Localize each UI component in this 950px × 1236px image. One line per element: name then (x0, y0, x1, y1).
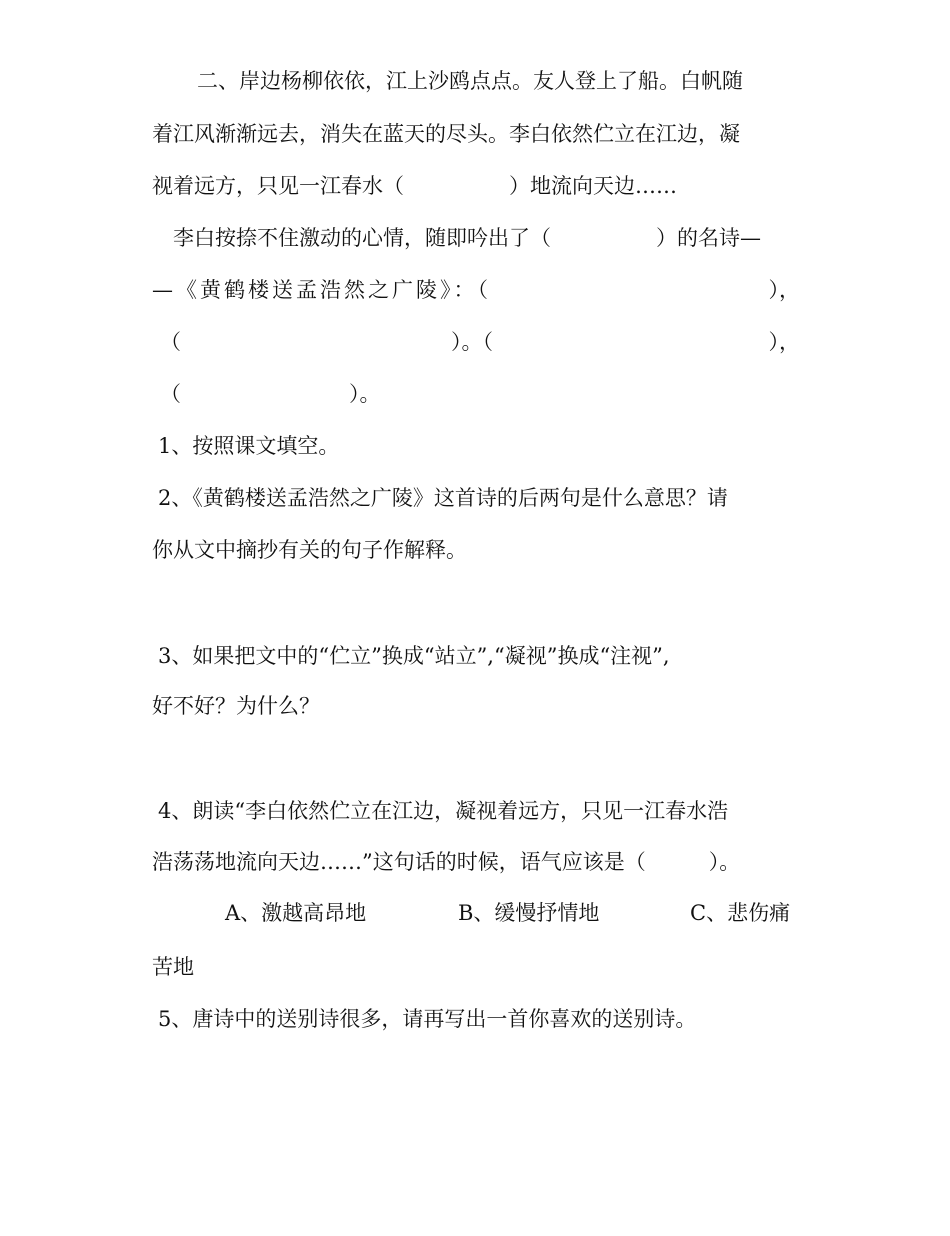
blank-close-3: ）， (768, 330, 800, 354)
option-c-wrap: 苦地 (152, 955, 194, 979)
question-2-line-2: 你从文中摘抄有关的句子作解释。 (152, 538, 467, 562)
blank-separator: ）。（ (451, 330, 493, 354)
blank-open-2: （ (160, 330, 181, 354)
question-1: 1、按照课文填空。 (158, 434, 340, 458)
question-4-line-2: 浩荡荡地流向天边……”这句话的时候，语气应该是（ ）。 (152, 850, 741, 874)
passage-line-4: 李白按捺不住激动的心情，随即吟出了（ ）的名诗— (173, 226, 761, 250)
poem-title-line (152, 276, 800, 304)
poem-blanks-line (160, 328, 800, 356)
question-4-line-1: 4、朗读“李白依然伫立在江边，凝视着远方，只见一江春水浩 (158, 799, 729, 823)
option-c: C、悲伤痛 (690, 901, 791, 925)
poem-title: —《黄鹤楼送孟浩然之广陵》：（ (152, 278, 491, 302)
passage-line-3: 视着远方，只见一江春水（ ）地流向天边…… (152, 174, 677, 198)
blank-close-1: ）， (768, 278, 800, 302)
option-a: A、激越高昂地 (225, 901, 367, 925)
question-3-line-1: 3、如果把文中的“伫立”换成“站立”,“凝视”换成“注视”, (158, 644, 670, 668)
question-3-line-2: 好不好？为什么？ (152, 694, 320, 718)
question-2-line-1: 2、《黄鹤楼送孟浩然之广陵》这首诗的后两句是什么意思？请 (158, 486, 728, 510)
passage-line-1: 二、岸边杨柳依依，江上沙鸥点点。友人登上了船。白帆随 (197, 69, 743, 93)
passage-line-2: 着江风渐渐远去，消失在蓝天的尽头。李白依然伫立在江边，凝 (152, 122, 740, 146)
option-b: B、缓慢抒情地 (458, 901, 600, 925)
poem-blank-last: （ ）。 (160, 382, 381, 406)
question-5: 5、唐诗中的送别诗很多，请再写出一首你喜欢的送别诗。 (158, 1007, 697, 1031)
